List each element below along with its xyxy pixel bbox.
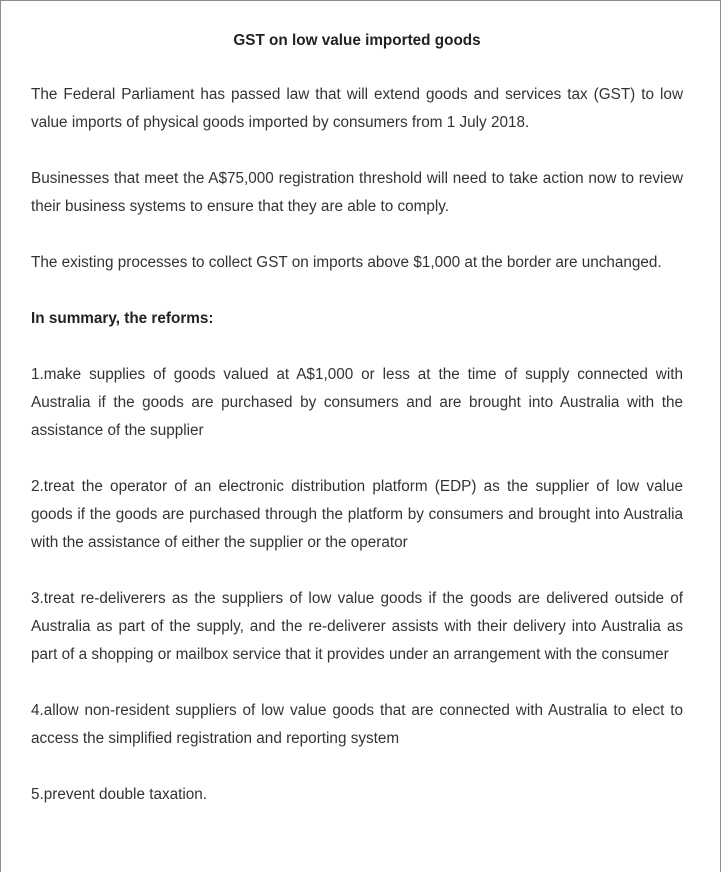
threshold-paragraph: Businesses that meet the A$75,000 registration threshold will need to take action now to review their business systems to ensure that they are able to comply. (31, 170, 683, 215)
document-title: GST on low value imported goods (233, 32, 481, 49)
existing-processes-paragraph: The existing processes to collect GST on imports above $1,000 at the border are unchanged. (31, 254, 662, 271)
reform-item-5: 5.prevent double taxation. (31, 786, 208, 803)
reform-item-2: 2.treat the operator of an electronic distribution platform (EDP) as the supplier of low value goods if the goods are purchased through the platform by consumers and brought into Australia with the assistance of either the supplier or the operator (31, 478, 683, 551)
summary-heading: In summary, the reforms: (31, 310, 214, 327)
reform-item-1: 1.make supplies of goods valued at A$1,000 or less at the time of supply connected with Australia if the goods are purchased by consumers and are brought into Australia with the assistance of the supplier (31, 366, 683, 439)
reform-item-3: 3.treat re-deliverers as the suppliers of low value goods if the goods are delivered outside of Australia as part of the supply, and the re-deliverer assists with their delivery into Australia as part of a shopping or mailbox service that it provides under an arrangement with the consumer (31, 590, 683, 663)
intro-paragraph: The Federal Parliament has passed law that will extend goods and services tax (GST) to low value imports of physical goods imported by consumers from 1 July 2018. (31, 86, 683, 131)
reform-item-4: 4.allow non-resident suppliers of low value goods that are connected with Australia to elect to access the simplified registration and reporting system (31, 702, 683, 747)
